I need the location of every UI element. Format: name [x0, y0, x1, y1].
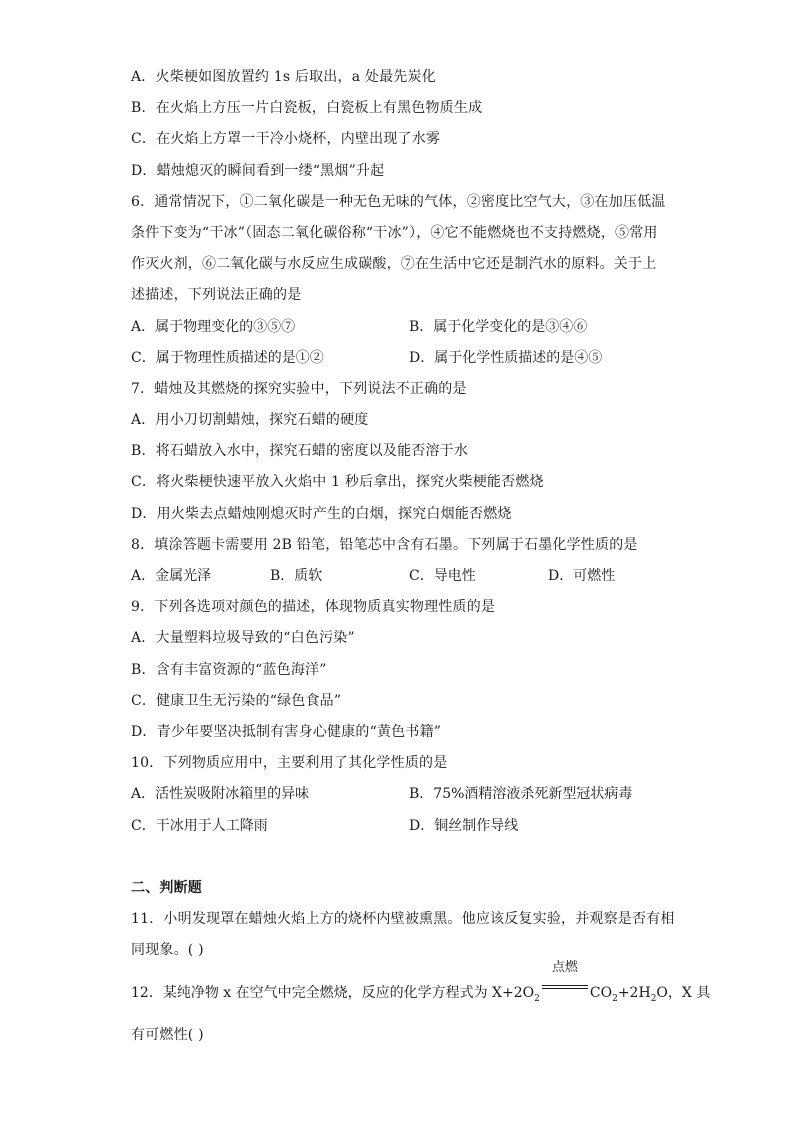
reaction-condition-label: 点燃: [551, 960, 578, 976]
q11-line-2: 同现象。( ): [131, 942, 204, 959]
q6-stem-line-2: 条件下变为“干冰”（固态二氧化碳俗称“干冰”），④它不能燃烧也不支持燃烧，⑤常用: [131, 224, 658, 241]
q10-option-b: B．75%酒精溶液杀死新型冠状病毒: [409, 786, 633, 803]
q6-stem-line-1: 6．通常情况下，①二氧化碳是一种无色无味的气体，②密度比空气大，③在加压低温: [131, 193, 666, 210]
q7-option-b: B．将石蜡放入水中，探究石蜡的密度以及能否溶于水: [131, 443, 469, 460]
document-page: [131, 62, 711, 1051]
q8-stem: 8．填涂答题卡需要用 2B 铅笔，铅笔芯中含有石墨。下列属于石墨化学性质的是: [131, 536, 638, 553]
q6-option-b: B．属于化学变化的是③④⑥: [409, 318, 588, 335]
q7-stem: 7．蜡烛及其燃烧的探究实验中，下列说法不正确的是: [131, 380, 467, 397]
q6-option-c: C．属于物理性质描述的是①②: [131, 349, 324, 366]
reaction-condition-arrow: [540, 960, 590, 997]
q10-option-d: D．铜丝制作导线: [409, 817, 519, 834]
q12-subscript-co2: 2: [612, 994, 618, 1005]
q12-subscript-h2o: 2: [650, 994, 657, 1005]
q10-stem: 10．下列物质应用中，主要利用了其化学性质的是: [131, 755, 448, 772]
q8-option-c: C．导电性: [409, 568, 476, 584]
q5-option-d: D．蜡烛熄灭的瞬间看到一缕“黑烟”升起: [131, 162, 385, 179]
q6-stem-line-4: 述描述，下列说法正确的是: [131, 287, 302, 304]
q8-option-d: D．可燃性: [548, 568, 616, 584]
section-heading-judgement: 二、判断题: [131, 879, 202, 896]
equals-bar-bottom: [542, 988, 588, 989]
q9-stem: 9．下列各选项对颜色的描述，体现物质真实物理性质的是: [131, 599, 496, 616]
q8-option-b: B．质软: [270, 568, 323, 584]
q12-product-h2o: +2H: [617, 985, 651, 1002]
q8-options-row: [131, 561, 666, 592]
q12-product-co2: CO: [589, 985, 613, 1002]
q9-option-c: C．健康卫生无污染的“绿色食品”: [131, 692, 342, 709]
q8-option-a: A．金属光泽: [131, 568, 212, 584]
q12-subscript-o2: 2: [534, 994, 540, 1005]
q10-option-a: A．活性炭吸附冰箱里的异味: [131, 786, 310, 803]
q10-options-row-1: [131, 779, 666, 810]
q11-line-1: 11．小明发现罩在蜡烛火焰上方的烧杯内壁被熏黑。他应该反复实验，并观察是否有相: [131, 910, 675, 927]
q6-options-row-2: [131, 343, 666, 374]
q9-option-a: A．大量塑料垃圾导致的“白色污染”: [131, 630, 355, 647]
q9-option-b: B．含有丰富资源的“蓝色海洋”: [131, 661, 327, 678]
q5-option-b: B．在火焰上方压一片白瓷板，白瓷板上有黑色物质生成: [131, 100, 483, 117]
q7-option-c: C．将火柴梗快速平放入火焰中 1 秒后拿出，探究火柴梗能否燃烧: [131, 474, 544, 491]
q5-option-a: A．火柴梗如图放置约 1s 后取出，a 处最先炭化: [131, 69, 436, 85]
q5-option-c: C．在火焰上方罩一干冷小烧杯，内壁出现了水雾: [131, 131, 441, 148]
q6-option-a: A．属于物理变化的③⑤⑦: [131, 318, 296, 335]
q7-option-a: A．用小刀切割蜡烛，探究石蜡的硬度: [131, 412, 369, 429]
q10-options-row-2: [131, 811, 666, 842]
q9-option-d: D．青少年要坚决抵制有害身心健康的“黄色书籍”: [131, 723, 442, 740]
q10-option-c: C．干冰用于人工降雨: [131, 817, 268, 834]
q6-stem-line-3: 作灭火剂，⑥二氧化碳与水反应生成碳酸，⑦在生活中它还是制汽水的原料。关于上: [131, 256, 657, 273]
q6-options-row-1: [131, 312, 666, 343]
section-gap: [131, 842, 666, 873]
q12-suffix: O，X 具: [656, 985, 711, 1002]
q12-prefix: 12．某纯净物 x 在空气中完全燃烧，反应的化学方程式为 X+2O: [131, 985, 535, 1002]
q7-option-d: D．用火柴去点蜡烛刚熄灭时产生的白烟，探究白烟能否燃烧: [131, 505, 512, 522]
q12-line-2: 有可燃性( ): [131, 1027, 204, 1044]
q6-option-d: D．属于化学性质描述的是④⑤: [409, 349, 603, 366]
q12-line-1: [131, 960, 711, 1020]
equals-bar-top: [542, 985, 588, 986]
